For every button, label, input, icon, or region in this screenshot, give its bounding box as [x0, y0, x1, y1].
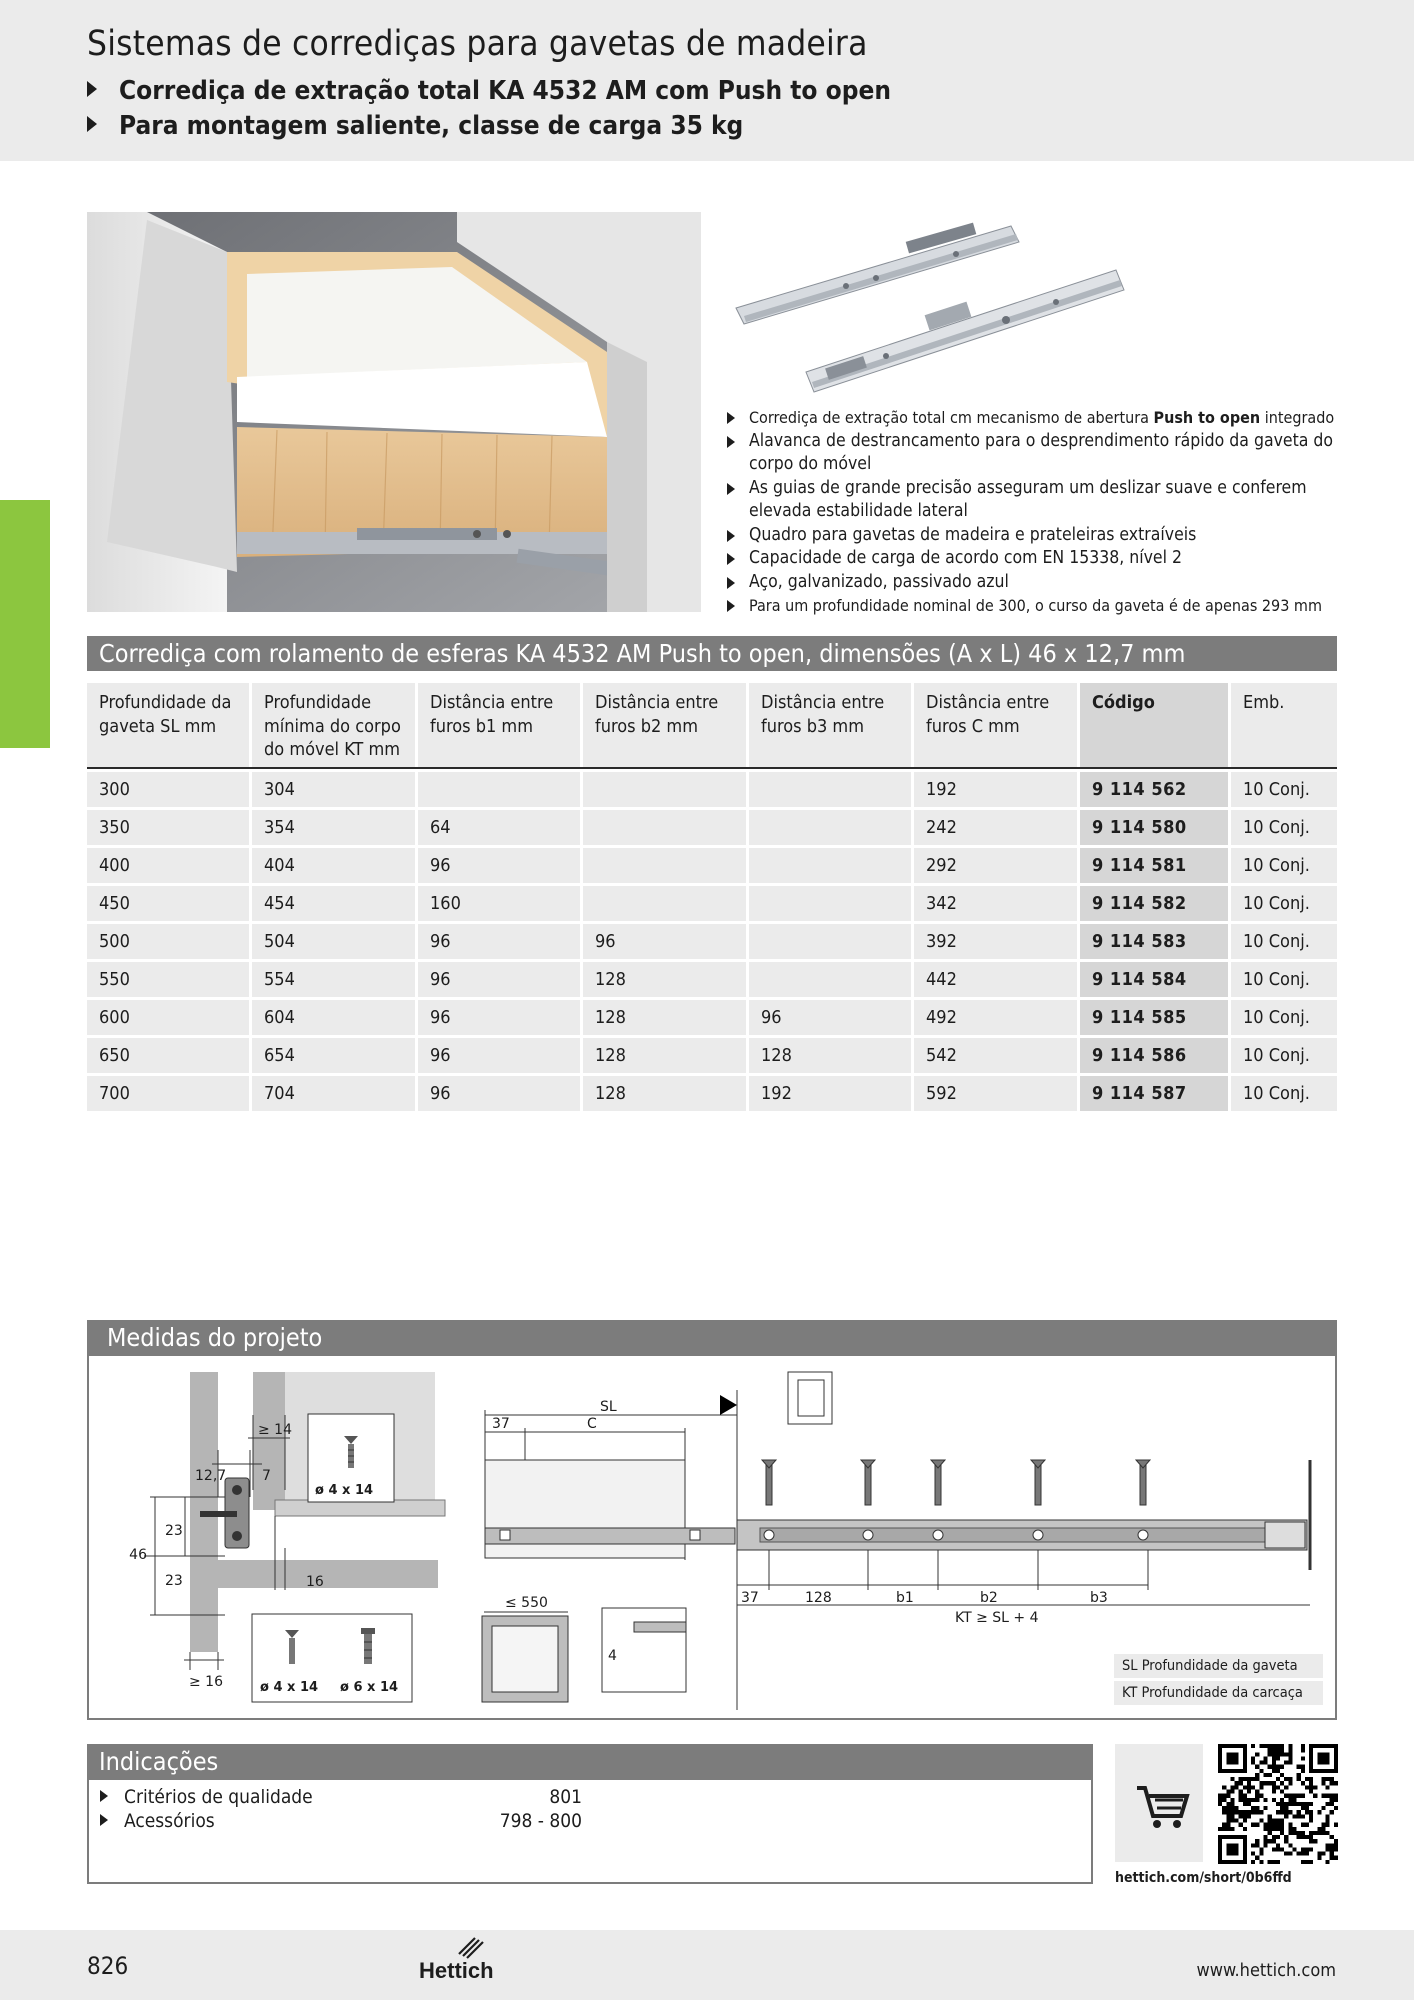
table-cell: 10 Conj.: [1231, 886, 1337, 921]
table-cell: 96: [418, 1038, 580, 1073]
table-cell: 354: [252, 810, 415, 845]
table-cell: 10 Conj.: [1231, 1038, 1337, 1073]
table-row: [87, 886, 1337, 921]
table-cell: 304: [252, 772, 415, 807]
screw-label-bottom-left: ø 4 x 14: [260, 1680, 319, 1695]
table-cell: 96: [418, 848, 580, 883]
table-cell: 10 Conj.: [1231, 848, 1337, 883]
table-cell: 404: [252, 848, 415, 883]
table-cell: 128: [583, 962, 746, 997]
table-cell: [418, 772, 580, 807]
table-cell: 96: [418, 962, 580, 997]
table-cell: 492: [914, 1000, 1077, 1035]
table-cell: 604: [252, 1000, 415, 1035]
table-cell: 700: [87, 1076, 249, 1111]
reference-page[interactable]: 798 - 800: [499, 1810, 582, 1832]
table-cell: 10 Conj.: [1231, 924, 1337, 959]
drawer-side-panel: [253, 1372, 285, 1510]
table-row: [87, 1000, 1337, 1035]
cabinet-icon-door: [798, 1380, 824, 1416]
table-cell: 96: [749, 1000, 911, 1035]
hettich-logo: [415, 1934, 495, 1984]
table-cell: 550: [87, 962, 249, 997]
dim-23-top: 23: [165, 1523, 183, 1539]
runner-catch: [500, 1530, 510, 1540]
runner-inner: [760, 1528, 1290, 1542]
page-title: Sistemas de corrediças para gavetas de madeira: [87, 24, 868, 64]
product-code-cell: 9 114 584: [1080, 962, 1228, 997]
col-header: Distância entre furos b3 mm: [749, 683, 911, 767]
table-cell: 654: [252, 1038, 415, 1073]
feature-item: Alavanca de destrancamento para o desprendimento rápido da gaveta do corpo do móvel: [725, 430, 1335, 477]
dim-23-bottom: 23: [165, 1573, 183, 1589]
table-cell: 342: [914, 886, 1077, 921]
product-code-cell: 9 114 580: [1080, 810, 1228, 845]
table-cell: 504: [252, 924, 415, 959]
chapter-tab: [0, 500, 50, 748]
table-row: [87, 1038, 1337, 1073]
legend: [1114, 1654, 1323, 1708]
dim-4: 4: [608, 1648, 617, 1664]
table-cell: 128: [583, 1076, 746, 1111]
dim-ge14: ≥ 14: [258, 1422, 292, 1438]
bullet-arrow-icon: [87, 81, 97, 97]
table-row: [87, 924, 1337, 959]
col-header: Profundidade da gaveta SL mm: [87, 683, 249, 767]
table-row: [87, 1076, 1337, 1111]
reference-page[interactable]: 801: [549, 1786, 582, 1808]
table-cell: 242: [914, 810, 1077, 845]
table-cell: 554: [252, 962, 415, 997]
dim-16: 16: [306, 1574, 324, 1590]
col-header: Distância entre furos b2 mm: [583, 683, 746, 767]
runner-catch: [690, 1530, 700, 1540]
col-header: Profundidade mínima do corpo do móvel KT mm: [252, 683, 415, 767]
drawer-photo: [87, 212, 701, 612]
feature-list: [725, 406, 1335, 618]
table-cell: 96: [418, 924, 580, 959]
reference-item[interactable]: [100, 1810, 215, 1832]
table-cell: 300: [87, 772, 249, 807]
dim-b3: b3: [1090, 1590, 1108, 1606]
table-cell: [583, 886, 746, 921]
dim-46: 46: [129, 1547, 147, 1563]
table-cell: 350: [87, 810, 249, 845]
table-cell: 10 Conj.: [1231, 772, 1337, 807]
cart-tile[interactable]: [1115, 1744, 1203, 1862]
push-to-open-unit: [1265, 1522, 1305, 1548]
table-cell: 292: [914, 848, 1077, 883]
col-header: Emb.: [1231, 683, 1337, 767]
dim-b1: b1: [896, 1590, 914, 1606]
table-cell: 592: [914, 1076, 1077, 1111]
reference-label: Critérios de qualidade: [124, 1786, 313, 1808]
screw-label-bottom-right: ø 6 x 14: [340, 1680, 399, 1695]
product-code-cell: 9 114 587: [1080, 1076, 1228, 1111]
product-table: [87, 683, 1337, 1111]
table-cell: [749, 772, 911, 807]
table-cell: [749, 848, 911, 883]
mounting-screws: [762, 1460, 1150, 1505]
table-cell: 704: [252, 1076, 415, 1111]
dim-ge16: ≥ 16: [189, 1674, 223, 1690]
col-header-code: Código: [1080, 683, 1228, 767]
table-cell: [749, 810, 911, 845]
subtitle-1-text: Corrediça de extração total KA 4532 AM com Push to open: [119, 76, 891, 106]
bullet-arrow-icon: [100, 1790, 108, 1802]
website-link[interactable]: www.hettich.com: [1196, 1960, 1336, 1981]
bullet-arrow-icon: [87, 116, 97, 132]
table-cell: 500: [87, 924, 249, 959]
reference-item[interactable]: [100, 1786, 313, 1808]
dim-7: 7: [262, 1468, 271, 1484]
table-cell: 10 Conj.: [1231, 1076, 1337, 1111]
table-cell: 64: [418, 810, 580, 845]
table-cell: 450: [87, 886, 249, 921]
header-divider: [87, 767, 1337, 769]
brand-name: Hettich: [419, 1958, 494, 1983]
reference-label: Acessórios: [124, 1810, 215, 1832]
product-code-cell: 9 114 585: [1080, 1000, 1228, 1035]
table-cell: 454: [252, 886, 415, 921]
table-body: [87, 772, 1337, 1111]
col-header: Distância entre furos C mm: [914, 683, 1077, 767]
col-header: Distância entre furos b1 mm: [418, 683, 580, 767]
subtitle-2-text: Para montagem saliente, classe de carga 35 kg: [119, 111, 744, 141]
dim-kt: KT ≥ SL + 4: [955, 1610, 1039, 1626]
table-cell: 442: [914, 962, 1077, 997]
feature-item: Quadro para gavetas de madeira e prateleiras extraíveis: [725, 524, 1335, 548]
dim-12-7: 12,7: [195, 1468, 227, 1484]
product-code-cell: 9 114 581: [1080, 848, 1228, 883]
feature-item: Corrediça de extração total cm mecanismo de abertura Push to open integrado: [725, 406, 1335, 430]
page-number: 826: [87, 1952, 129, 1980]
table-cell: [583, 772, 746, 807]
dim-sl: SL: [600, 1399, 617, 1415]
product-code-cell: 9 114 586: [1080, 1038, 1228, 1073]
dim-le550: ≤ 550: [505, 1595, 548, 1611]
table-cell: 542: [914, 1038, 1077, 1073]
detail-view-part: [634, 1622, 686, 1632]
table-row: [87, 810, 1337, 845]
table-title: Corrediça com rolamento de esferas KA 4532 AM Push to open, dimensões (A x L) 46 x 12,7 mm: [87, 636, 1337, 671]
table-cell: [749, 886, 911, 921]
table-cell: 650: [87, 1038, 249, 1073]
dim-128: 128: [805, 1590, 832, 1606]
arrow-marker: [720, 1395, 737, 1415]
table-cell: 96: [418, 1076, 580, 1111]
table-cell: 96: [418, 1000, 580, 1035]
table-cell: 96: [583, 924, 746, 959]
table-cell: [749, 962, 911, 997]
table-row: [87, 772, 1337, 807]
table-header-row: [87, 683, 1337, 767]
table-cell: 192: [914, 772, 1077, 807]
feature-item: Para um profundidade nominal de 300, o curso da gaveta é de apenas 293 mm: [725, 594, 1335, 618]
table-cell: 128: [749, 1038, 911, 1073]
table-row: [87, 848, 1337, 883]
dim-37-top: 37: [492, 1416, 510, 1432]
feature-item: As guias de grande precisão asseguram um deslizar suave e conferem elevada estabilidade lateral: [725, 477, 1335, 524]
project-dimensions-title: Medidas do projeto: [87, 1320, 1337, 1356]
runner-rails-photo: [726, 212, 1146, 404]
dim-c: C: [587, 1416, 597, 1432]
table-cell: [583, 848, 746, 883]
bullet-arrow-icon: [100, 1814, 108, 1826]
table-cell: 392: [914, 924, 1077, 959]
feature-item: Aço, galvanizado, passivado azul: [725, 571, 1335, 595]
product-code-cell: 9 114 583: [1080, 924, 1228, 959]
drawer-bottom: [218, 1560, 438, 1588]
legend-item: KT Profundidade da carcaça: [1114, 1681, 1323, 1705]
table-cell: 10 Conj.: [1231, 810, 1337, 845]
table-row: [87, 962, 1337, 997]
table-cell: 10 Conj.: [1231, 1000, 1337, 1035]
product-code-cell: 9 114 562: [1080, 772, 1228, 807]
feature-item: Capacidade de carga de acordo com EN 15338, nível 2: [725, 547, 1335, 571]
front-view-inner: [492, 1626, 558, 1692]
table-cell: [749, 924, 911, 959]
table-cell: 600: [87, 1000, 249, 1035]
table-cell: 128: [583, 1038, 746, 1073]
cart-icon: [1115, 1744, 1203, 1862]
table-cell: [583, 810, 746, 845]
table-cell: 160: [418, 886, 580, 921]
qr-code[interactable]: [1218, 1744, 1338, 1864]
dim-37-bottom: 37: [741, 1590, 759, 1606]
table-cell: 10 Conj.: [1231, 962, 1337, 997]
table-cell: 128: [583, 1000, 746, 1035]
references-title: Indicações: [87, 1744, 1093, 1780]
screw-label-top: ø 4 x 14: [315, 1483, 374, 1498]
legend-item: SL Profundidade da gaveta: [1114, 1654, 1323, 1678]
table-cell: 192: [749, 1076, 911, 1111]
product-code-cell: 9 114 582: [1080, 886, 1228, 921]
table-cell: 400: [87, 848, 249, 883]
subtitle-1: [87, 76, 891, 106]
short-url[interactable]: hettich.com/short/0b6ffd: [1115, 1870, 1292, 1886]
dim-b2: b2: [980, 1590, 998, 1606]
subtitle-2: [87, 111, 743, 141]
